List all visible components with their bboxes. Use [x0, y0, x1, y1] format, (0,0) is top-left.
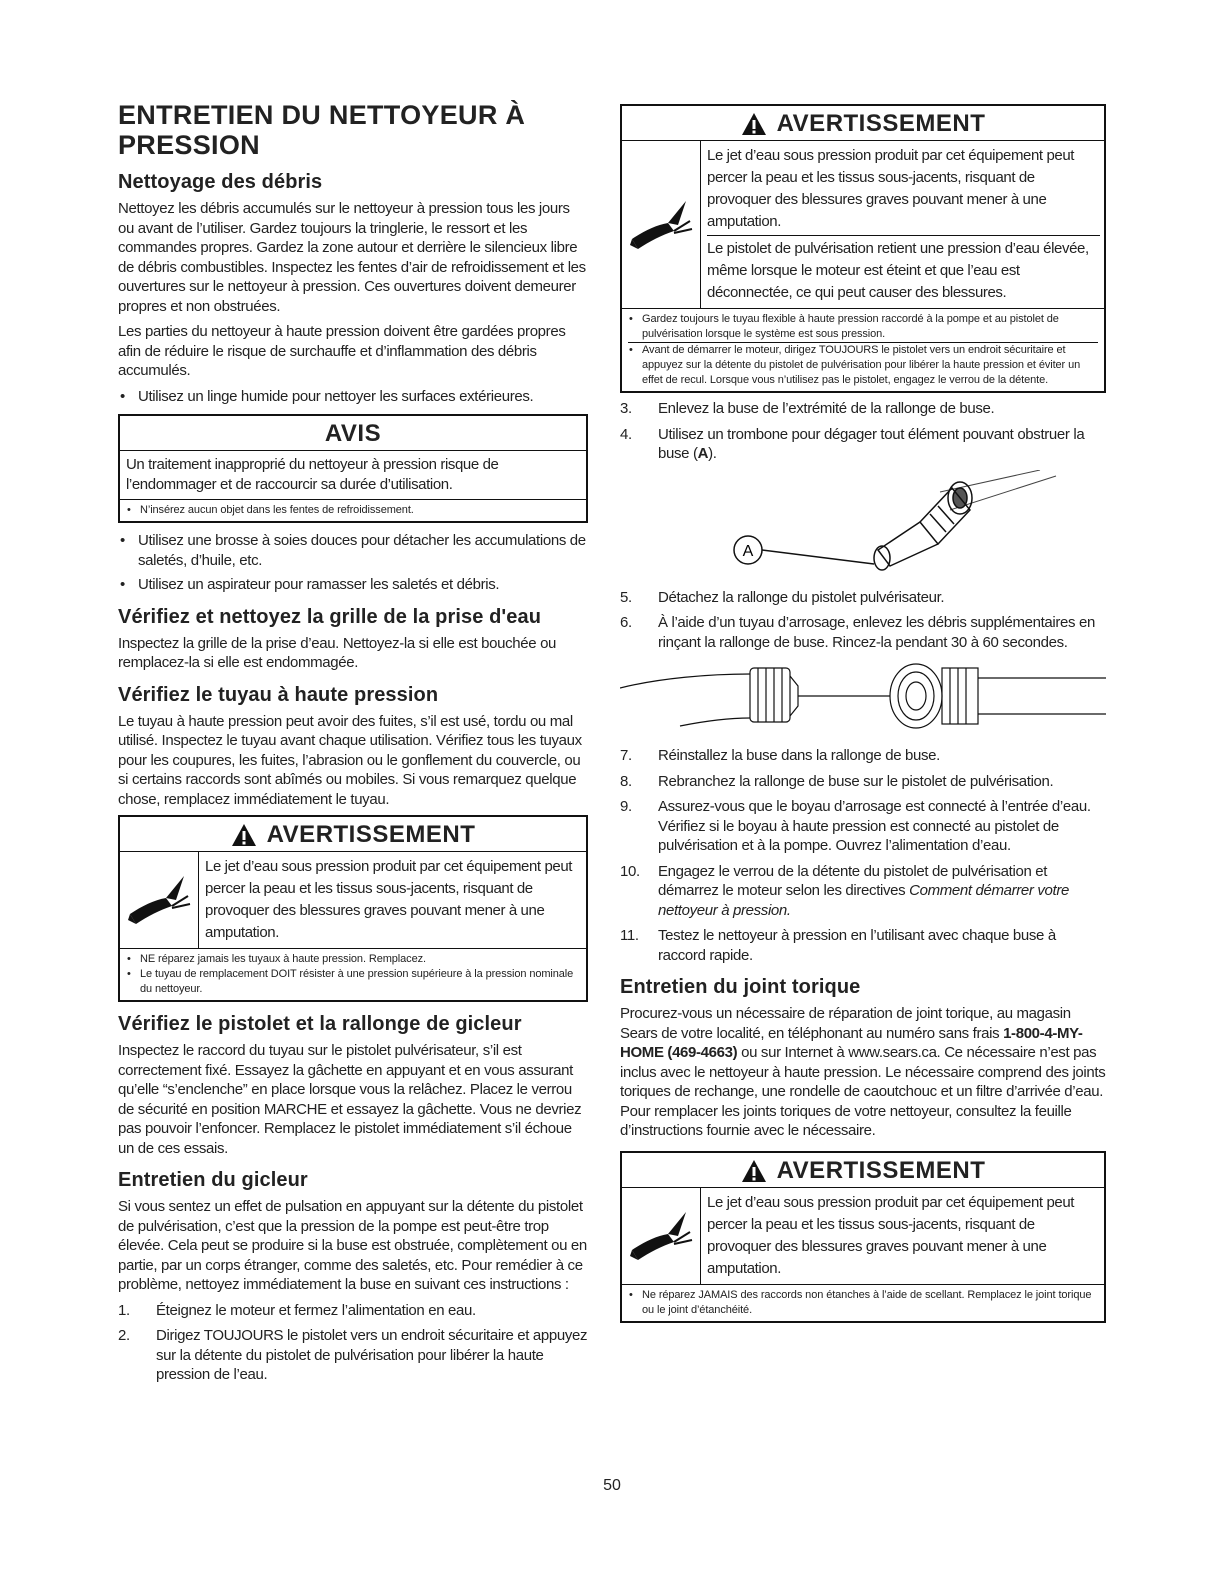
warning-text: Le pistolet de pulvérisation retient une pression d’eau élevée, même lorsque le moteur est éteint et que l’eau est déconnectée, ce qui peut causer des blessures.: [707, 240, 1089, 301]
avis-title: AVIS: [120, 416, 586, 451]
list-item: 10. Engagez le verrou de la détente du pistolet de pulvérisation et démarrez le moteur selon les directives Comment démarrer votre nettoyeur à pression.: [620, 862, 1069, 919]
nozzle-figure: [620, 470, 1106, 582]
warning-text: Le jet d’eau sous pression produit par cet équipement peut percer la peau et les tissus sous-jacents, risquant de provoquer des blessures graves pouvant mener à une amputation.: [205, 858, 573, 941]
heading-tuyau: Vérifiez le tuyau à haute pression: [118, 683, 439, 706]
heading-joint-torique: Entretien du joint torique: [620, 976, 861, 998]
list-item: • Utilisez un aspirateur pour ramasser les saletés et débris.: [118, 575, 588, 595]
warning-box: [118, 815, 588, 1002]
left-column: [118, 100, 588, 1391]
numbered-list: [620, 588, 1106, 653]
warning-text: Le jet d’eau sous pression produit par cet équipement peut percer la peau et les tissus sous-jacents, risquant de provoquer des blessures graves pouvant mener à une amputation.: [707, 145, 1100, 236]
paragraph: Les parties du nettoyeur à haute pression doivent être gardées propres afin de réduire le risque de surchauffe et d’inflammation des débris accumulés.: [118, 323, 566, 379]
warning-title: AVERTISSEMENT: [120, 817, 586, 852]
numbered-list: [118, 1301, 588, 1385]
list-item: 2. Dirigez TOUJOURS le pistolet vers un endroit sécuritaire et appuyez sur la détente du pistolet de pulvérisation pour libérer la haute pression de l’eau.: [118, 1327, 588, 1383]
warning-box: [620, 1151, 1106, 1323]
injection-hazard-icon: [628, 195, 694, 255]
figure-callout-a: A: [742, 542, 754, 560]
note-item: • NE réparez jamais les tuyaux à haute pression. Remplacez.: [126, 952, 580, 967]
heading-gicleur: Entretien du gicleur: [118, 1169, 308, 1191]
warning-title: AVERTISSEMENT: [622, 106, 1104, 141]
note-item: • Le tuyau de remplacement DOIT résister à une pression supérieure à la pression nominale du nettoyeur.: [126, 967, 580, 997]
heading-debris: Nettoyage des débris: [118, 171, 323, 193]
right-column: [620, 104, 1106, 1329]
paragraph: Si vous sentez un effet de pulsation en appuyant sur la détente du pistolet de pulvérisation, c’est que la pression de la pompe est peut-être trop élevée. Cela peut se produire si la buse est obstruée, complètement ou en partie, par un corps étranger, comme des saletés, etc. Pour remédier à ce problème, nettoyez immédiatement la buse en suivant ces instructions :: [118, 1198, 587, 1293]
avis-notes: [120, 500, 586, 521]
numbered-list: [620, 746, 1106, 965]
bullet-list: [118, 387, 588, 407]
paragraph: Le tuyau à haute pression peut avoir des fuites, s’il est usé, tordu ou mal utilisé. Inspectez le tuyau avant chaque utilisation. Vérifiez tous les tuyaux pour les coupures, les fuites, l’abrasion ou le gonflement du couvercle, ou si certains raccords sont abîmés ou mobiles. Si vous remarquez quelque chose, remplacez immédiatement le tuyau.: [118, 712, 582, 808]
list-item: 5. Détachez la rallonge du pistolet pulvérisateur.: [620, 588, 945, 606]
paragraph: Inspectez le raccord du tuyau sur le pistolet pulvérisateur, s’il est correctement fixé. Essayez la gâchette en appuyant et en vous assurant qu’elle “s’enclenche” en place lorsque vous la relâchez. Placez le verrou de sécurité en position MARCHE et essayez la gâchette. Vous ne devriez pas pouvoir l’enfoncer. Remplacez le pistolet immédiatement s’il échoue un de ces essais.: [118, 1042, 582, 1157]
paragraph: Procurez-vous un nécessaire de réparation de joint torique, au magasin Sears de votre localité, en téléphonant au numéro sans frais 1-800-4-MY-HOME (469-4663) ou sur Internet à www.sears.ca. Ce nécessaire n’est pas inclus avec le nettoyeur à haute pression. Le nécessaire comprend des joints toriques de rechange, une rondelle de caoutchouc et un filtre d’arrivée d’eau. Pour remplacer les joints toriques de votre nettoyeur, consultez la feuille d’instructions fournie avec le nécessaire.: [620, 1005, 1106, 1139]
paragraph: Inspectez la grille de la prise d’eau. Nettoyez-la si elle est bouchée ou remplacez-la si elle est endommagée.: [118, 634, 557, 671]
injection-hazard-icon: [126, 870, 192, 930]
warning-box: [620, 104, 1106, 393]
list-item: 9. Assurez-vous que le boyau d’arrosage est connecté à l’entrée d’eau. Vérifiez si le boyau à haute pression est connecté au pistolet de pulvérisation et à la pompe. Ouvrez l’alimentation d’eau.: [620, 798, 1091, 854]
heading-pistolet: Vérifiez le pistolet et la rallonge de gicleur: [118, 1013, 522, 1035]
warning-text: Le jet d’eau sous pression produit par cet équipement peut percer la peau et les tissus sous-jacents, risquant de provoquer des blessures graves pouvant mener à une amputation.: [707, 1193, 1075, 1277]
warning-triangle-icon: [741, 1159, 767, 1183]
warning-triangle-icon: [231, 823, 257, 847]
list-item: 8. Rebranchez la rallonge de buse sur le pistolet de pulvérisation.: [620, 772, 1054, 790]
page-number: 50: [603, 1477, 621, 1494]
list-item: 4. Utilisez un trombone pour dégager tout élément pouvant obstruer la buse (A).: [620, 425, 1085, 462]
note-item: • Avant de démarrer le moteur, dirigez TOUJOURS le pistolet vers un endroit sécuritaire et appuyez sur la détente du pistolet de pulvérisation pour libérer la haute pression et éviter un effet de recul. Lorsque vous n’utilisez pas le pistolet, engagez le verrou de la détente.: [628, 342, 1098, 388]
paragraph: Nettoyez les débris accumulés sur le nettoyeur à pression tous les jours ou avant de l’utiliser. Gardez toujours la tringlerie, le ressort et les commandes propres. Gardez la zone autour et derrière le silencieux libre de débris combustibles. Inspectez les fentes d’air de refroidissement et les ouvertures sur le nettoyeur à pression. Ces ouvertures doivent demeurer propres et non obstruées.: [118, 200, 586, 315]
injection-hazard-icon: [628, 1206, 694, 1266]
warning-title: AVERTISSEMENT: [622, 1153, 1104, 1188]
note-item: • Gardez toujours le tuyau flexible à haute pression raccordé à la pompe et au pistolet de pulvérisation lorsque le système est sous pression.: [628, 312, 1098, 342]
avis-body: Un traitement inapproprié du nettoyeur à pression risque de l’endommager et de raccourcir sa durée d’utilisation.: [120, 451, 586, 500]
list-item: • Utilisez une brosse à soies douces pour détacher les accumulations de saletés, d’huile, etc.: [118, 531, 588, 570]
bullet-list: [118, 531, 588, 595]
list-item: 11. Testez le nettoyeur à pression en l’utilisant avec chaque buse à raccord rapide.: [620, 927, 1056, 964]
list-item: 7. Réinstallez la buse dans la rallonge de buse.: [620, 747, 940, 764]
numbered-list: [620, 399, 1106, 464]
list-item: 3. Enlevez la buse de l’extrémité de la rallonge de buse.: [620, 400, 995, 417]
hose-connector-figure: [620, 658, 1106, 736]
note-item: • Ne réparez JAMAIS des raccords non étanches à l’aide de scellant. Remplacez le joint torique ou le joint d’étanchéité.: [628, 1288, 1098, 1318]
list-item: • Utilisez un linge humide pour nettoyer les surfaces extérieures.: [118, 387, 588, 407]
heading-grille: Vérifiez et nettoyez la grille de la prise d'eau: [118, 605, 542, 628]
avis-notice: [118, 414, 588, 523]
list-item: 6. À l’aide d’un tuyau d’arrosage, enlevez les débris supplémentaires en rinçant la rallonge de buse. Rincez-la pendant 30 à 60 secondes.: [620, 614, 1095, 651]
list-item: 1. Éteignez le moteur et fermez l’alimentation en eau.: [118, 1301, 476, 1319]
page-title: ENTRETIEN DU NETTOYEUR À PRESSION: [118, 100, 526, 160]
warning-triangle-icon: [741, 112, 767, 136]
note-item: • N’insérez aucun objet dans les fentes de refroidissement.: [126, 503, 580, 518]
